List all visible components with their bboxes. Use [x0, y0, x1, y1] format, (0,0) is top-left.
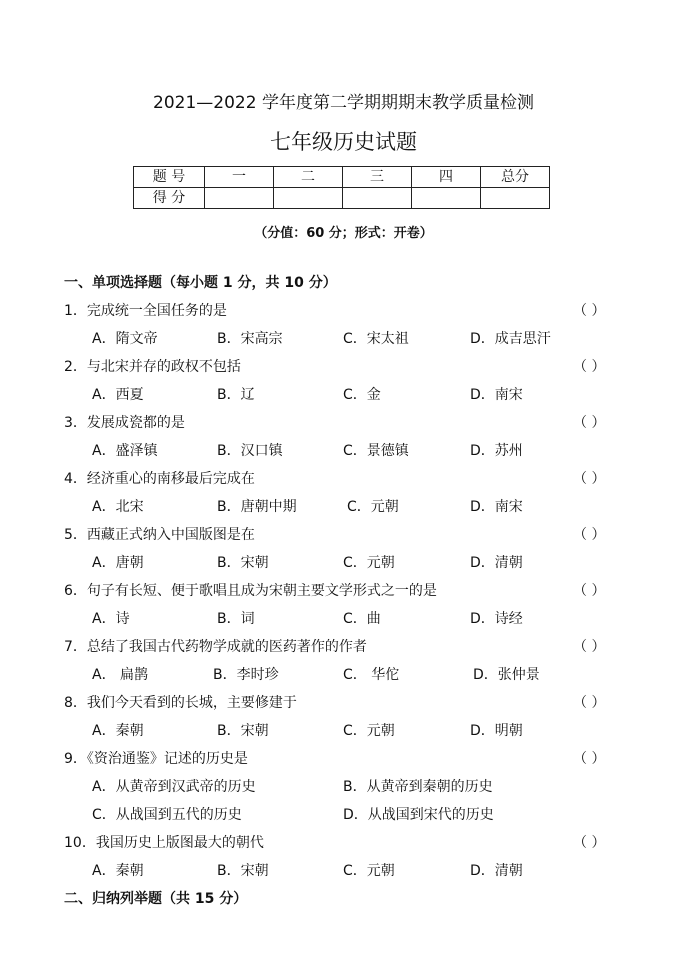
question-stem: 9．《资治通鉴》记述的历史是: [64, 751, 248, 767]
option-a: A．秦朝: [92, 863, 144, 879]
option-c: C．元朝: [343, 555, 395, 571]
answer-bracket[interactable]: （ ）: [573, 639, 606, 655]
question-stem: 5．西藏正式纳入中国版图是在: [64, 527, 255, 543]
answer-bracket[interactable]: （ ）: [573, 695, 606, 711]
option-d: D．苏州: [470, 443, 523, 459]
answer-bracket[interactable]: （ ）: [573, 835, 606, 851]
option-b: B．李时珍: [213, 667, 279, 683]
answer-bracket[interactable]: （ ）: [573, 415, 606, 431]
score-table-cell: 总分: [481, 167, 550, 188]
option-c: C．从战国到五代的历史: [92, 807, 242, 823]
score-input-cell[interactable]: [481, 188, 550, 209]
section-2-title: 二、归纳列举题（共 15 分）: [64, 891, 248, 907]
question-stem: 10．我国历史上版图最大的朝代: [64, 835, 264, 851]
score-table-cell: 题 号: [134, 167, 205, 188]
option-b: B．辽: [217, 387, 255, 403]
option-d: D．清朝: [470, 863, 523, 879]
option-c: C．景德镇: [343, 443, 409, 459]
answer-bracket[interactable]: （ ）: [573, 527, 606, 543]
option-a: A．从黄帝到汉武帝的历史: [92, 779, 256, 795]
answer-bracket[interactable]: （ ）: [573, 359, 606, 375]
score-table-cell: 三: [343, 167, 412, 188]
option-a: A．北宋: [92, 499, 144, 515]
option-d: D．清朝: [470, 555, 523, 571]
answer-bracket[interactable]: （ ）: [573, 303, 606, 319]
option-d: D．张仲景: [473, 667, 540, 683]
option-a: A． 扁鹊: [92, 667, 149, 683]
option-d: D．从战国到宋代的历史: [343, 807, 494, 823]
option-b: B．汉口镇: [217, 443, 283, 459]
question-stem: 4．经济重心的南移最后完成在: [64, 471, 255, 487]
option-c: C．宋太祖: [343, 331, 409, 347]
subject-title: 七年级历史试题: [270, 130, 417, 154]
option-a: A．隋文帝: [92, 331, 158, 347]
score-input-cell[interactable]: [274, 188, 343, 209]
answer-bracket[interactable]: （ ）: [573, 583, 606, 599]
option-a: A．西夏: [92, 387, 144, 403]
option-b: B．宋朝: [217, 555, 269, 571]
score-table-header-row: [134, 167, 550, 188]
section-1-title: 一、单项选择题（每小题 1 分，共 10 分）: [64, 275, 337, 291]
score-table: [133, 166, 550, 209]
option-a: A．盛泽镇: [92, 443, 158, 459]
score-table-score-row: [134, 188, 550, 209]
option-a: A．唐朝: [92, 555, 144, 571]
option-b: B．宋朝: [217, 863, 269, 879]
score-table-cell: 二: [274, 167, 343, 188]
option-a: A．诗: [92, 611, 130, 627]
option-d: D．明朝: [470, 723, 523, 739]
answer-bracket[interactable]: （ ）: [573, 471, 606, 487]
question-stem: 8．我们今天看到的长城，主要修建于: [64, 695, 297, 711]
option-b: B．词: [217, 611, 255, 627]
option-b: B．宋高宗: [217, 331, 283, 347]
option-c: C．元朝: [347, 499, 399, 515]
answer-bracket[interactable]: （ ）: [573, 751, 606, 767]
question-stem: 1．完成统一全国任务的是: [64, 303, 227, 319]
option-c: C．元朝: [343, 863, 395, 879]
option-c: C． 华佗: [343, 667, 400, 683]
question-stem: 7．总结了我国古代药物学成就的医药著作的作者: [64, 639, 367, 655]
option-d: D．成吉思汗: [470, 331, 551, 347]
question-stem: 3．发展成瓷都的是: [64, 415, 185, 431]
option-a: A．秦朝: [92, 723, 144, 739]
option-c: C．元朝: [343, 723, 395, 739]
option-b: B．唐朝中期: [217, 499, 297, 515]
score-row-label: 得 分: [134, 188, 205, 209]
option-d: D．南宋: [470, 499, 523, 515]
score-input-cell[interactable]: [205, 188, 274, 209]
option-b: B．宋朝: [217, 723, 269, 739]
score-input-cell[interactable]: [343, 188, 412, 209]
option-c: C．金: [343, 387, 381, 403]
score-table-cell: 四: [412, 167, 481, 188]
option-d: D．南宋: [470, 387, 523, 403]
exam-meta: （分值：60 分；形式：开卷）: [254, 226, 433, 241]
option-d: D．诗经: [470, 611, 523, 627]
question-stem: 2．与北宋并存的政权不包括: [64, 359, 241, 375]
exam-title: 2021—2022 学年度第二学期期期末教学质量检测: [153, 93, 534, 113]
question-stem: 6．句子有长短、便于歌唱且成为宋朝主要文学形式之一的是: [64, 583, 437, 599]
option-c: C．曲: [343, 611, 381, 627]
option-b: B．从黄帝到秦朝的历史: [343, 779, 493, 795]
score-input-cell[interactable]: [412, 188, 481, 209]
score-table-cell: 一: [205, 167, 274, 188]
